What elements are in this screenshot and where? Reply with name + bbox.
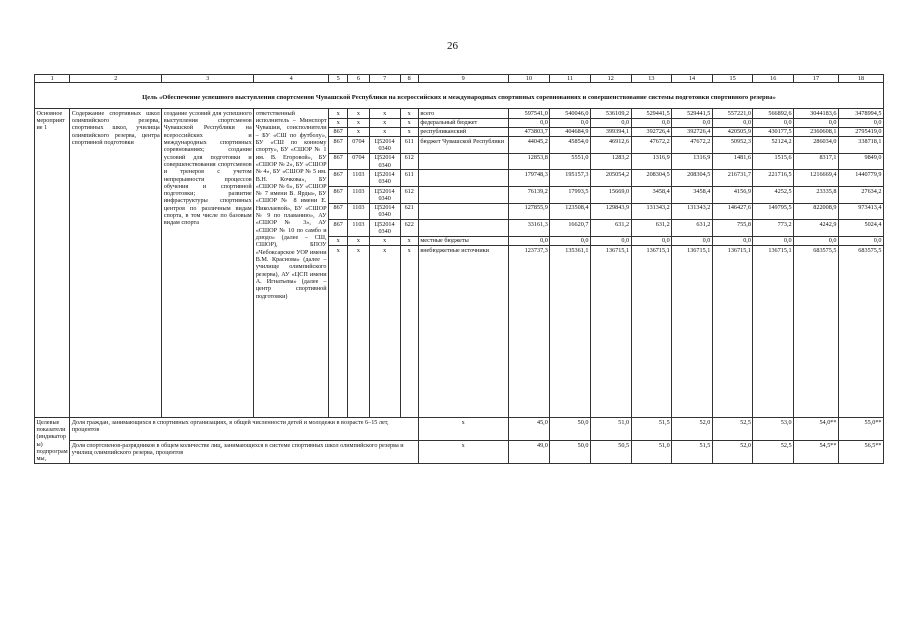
amount-cell: 404684,9 bbox=[550, 127, 591, 136]
funding-source: республиканский bbox=[418, 127, 508, 136]
target-value: 54,5** bbox=[794, 441, 839, 464]
amount-cell: 52124,2 bbox=[753, 137, 794, 154]
budget-code: 612 bbox=[400, 153, 418, 170]
target-text: Доля спортсменов-разрядников в общем количестве лиц, занимающихся в системе спортивных школ олимпийского резерва и училищ олимпийского резерва, процентов bbox=[70, 441, 419, 464]
target-value: 50,0 bbox=[550, 418, 591, 441]
amount-cell: 0,0 bbox=[550, 236, 591, 245]
target-text: Доля граждан, занимающихся в спортивных организациях, в общей численности детей и молодежи в возрасте 6–15 лет, процентов bbox=[70, 418, 419, 441]
amount-cell: 540046,0 bbox=[550, 109, 591, 118]
budget-code: 612 bbox=[400, 187, 418, 204]
amount-cell: 23335,8 bbox=[794, 187, 839, 204]
target-mark: x bbox=[418, 418, 508, 441]
budget-code: Ц52014 0340 bbox=[369, 170, 400, 187]
amount-cell: 0,0 bbox=[712, 118, 753, 127]
column-number: 9 bbox=[418, 75, 508, 83]
budget-code: Ц52014 0340 bbox=[369, 187, 400, 204]
event-name: Содержание спортивных школ олимпийского резерва, спортивных школ, училища олимпийского резерва, центра спортивной подготовки bbox=[70, 109, 162, 418]
amount-cell: 17993,5 bbox=[550, 187, 591, 204]
amount-cell: 473803,7 bbox=[508, 127, 550, 136]
amount-cell: 1216669,4 bbox=[794, 170, 839, 187]
amount-cell: 430177,5 bbox=[753, 127, 794, 136]
amount-cell: 136715,1 bbox=[672, 246, 713, 418]
amount-cell: 5551,0 bbox=[550, 153, 591, 170]
amount-cell: 4252,5 bbox=[753, 187, 794, 204]
budget-code: x bbox=[369, 118, 400, 127]
target-value: 50,0 bbox=[550, 441, 591, 464]
event-description: создание условий для успешного выступления спортсменов Чувашской Республики на всероссийских и международных спортивных соревнованиях; создание условий для подготовки и совершенствования спортсменов и тренеров с учетом непрерывности процессов обучения и спортивной подготовки; развитие инфраструктуры спортивных центров по различным видам спорта, в том числе по базовым видам спорта bbox=[162, 109, 254, 418]
budget-code: 1103 bbox=[348, 187, 369, 204]
column-number: 12 bbox=[590, 75, 631, 83]
budget-code: x bbox=[348, 127, 369, 136]
column-number: 14 bbox=[672, 75, 713, 83]
budget-row bbox=[35, 109, 884, 118]
amount-cell: 12853,8 bbox=[508, 153, 550, 170]
amount-cell: 3458,4 bbox=[631, 187, 672, 204]
target-value: 49,0 bbox=[508, 441, 550, 464]
amount-cell: 0,0 bbox=[753, 236, 794, 245]
amount-cell: 129843,9 bbox=[590, 203, 631, 220]
amount-cell: 392726,4 bbox=[672, 127, 713, 136]
amount-cell: 123737,3 bbox=[508, 246, 550, 418]
budget-code: x bbox=[348, 236, 369, 245]
budget-code: 1103 bbox=[348, 220, 369, 237]
budget-code: x bbox=[348, 118, 369, 127]
amount-cell: 420505,9 bbox=[712, 127, 753, 136]
budget-code: 0704 bbox=[348, 137, 369, 154]
target-value: 52,5 bbox=[712, 418, 753, 441]
amount-cell: 136715,1 bbox=[753, 246, 794, 418]
amount-cell: 208304,5 bbox=[631, 170, 672, 187]
amount-cell: 46912,6 bbox=[590, 137, 631, 154]
amount-cell: 50952,3 bbox=[712, 137, 753, 154]
amount-cell: 286034,0 bbox=[794, 137, 839, 154]
target-value: 45,0 bbox=[508, 418, 550, 441]
funding-source: внебюджетные источники bbox=[418, 246, 508, 418]
target-value: 51,5 bbox=[631, 418, 672, 441]
funding-source bbox=[418, 187, 508, 204]
funding-source: всего bbox=[418, 109, 508, 118]
amount-cell: 536109,2 bbox=[590, 109, 631, 118]
amount-cell: 208304,5 bbox=[672, 170, 713, 187]
amount-cell: 1440779,9 bbox=[838, 170, 883, 187]
column-number: 17 bbox=[794, 75, 839, 83]
amount-cell: 8317,1 bbox=[794, 153, 839, 170]
column-number: 15 bbox=[712, 75, 753, 83]
column-number: 4 bbox=[254, 75, 329, 83]
amount-cell: 399394,1 bbox=[590, 127, 631, 136]
budget-code: 867 bbox=[329, 127, 348, 136]
amount-cell: 1481,6 bbox=[712, 153, 753, 170]
target-value: 51,0 bbox=[590, 418, 631, 441]
amount-cell: 0,0 bbox=[753, 118, 794, 127]
amount-cell: 146427,6 bbox=[712, 203, 753, 220]
page-number: 26 bbox=[447, 40, 458, 52]
amount-cell: 0,0 bbox=[838, 236, 883, 245]
column-number: 10 bbox=[508, 75, 550, 83]
amount-cell: 5024,4 bbox=[838, 220, 883, 237]
amount-cell: 123508,4 bbox=[550, 203, 591, 220]
amount-cell: 0,0 bbox=[508, 236, 550, 245]
amount-cell: 27634,2 bbox=[838, 187, 883, 204]
amount-cell: 1316,9 bbox=[631, 153, 672, 170]
amount-cell: 136715,1 bbox=[631, 246, 672, 418]
budget-code: x bbox=[400, 246, 418, 418]
amount-cell: 0,0 bbox=[590, 236, 631, 245]
amount-cell: 0,0 bbox=[712, 236, 753, 245]
budget-code: 611 bbox=[400, 170, 418, 187]
budget-code: Ц52014 0340 bbox=[369, 203, 400, 220]
budget-code: 867 bbox=[329, 220, 348, 237]
budget-code: x bbox=[329, 118, 348, 127]
amount-cell: 47672,2 bbox=[631, 137, 672, 154]
funding-source bbox=[418, 153, 508, 170]
target-mark: x bbox=[418, 441, 508, 464]
funding-source bbox=[418, 170, 508, 187]
column-number: 2 bbox=[70, 75, 162, 83]
column-number-row bbox=[35, 75, 884, 83]
amount-cell: 15669,0 bbox=[590, 187, 631, 204]
amount-cell: 392726,4 bbox=[631, 127, 672, 136]
amount-cell: 216731,7 bbox=[712, 170, 753, 187]
amount-cell: 631,2 bbox=[631, 220, 672, 237]
amount-cell: 3458,4 bbox=[672, 187, 713, 204]
amount-cell: 683575,5 bbox=[838, 246, 883, 418]
target-value: 50,5 bbox=[590, 441, 631, 464]
amount-cell: 1316,9 bbox=[672, 153, 713, 170]
column-number: 3 bbox=[162, 75, 254, 83]
amount-cell: 9849,0 bbox=[838, 153, 883, 170]
amount-cell: 221716,5 bbox=[753, 170, 794, 187]
column-number: 6 bbox=[348, 75, 369, 83]
budget-code: x bbox=[348, 246, 369, 418]
amount-cell: 136715,1 bbox=[712, 246, 753, 418]
target-value: 52,0 bbox=[672, 418, 713, 441]
budget-code: 867 bbox=[329, 203, 348, 220]
amount-cell: 76139,2 bbox=[508, 187, 550, 204]
target-value: 53,0 bbox=[753, 418, 794, 441]
goal-text: Цель «Обеспечение успешного выступления спортсменов Чувашской Республики на всероссийских и международных спортивных соревнованиях и совершенствование системы подготовки спортивного резерва» bbox=[35, 83, 884, 109]
budget-code: x bbox=[369, 127, 400, 136]
amount-cell: 0,0 bbox=[631, 118, 672, 127]
amount-cell: 0,0 bbox=[794, 236, 839, 245]
column-number: 13 bbox=[631, 75, 672, 83]
budget-code: x bbox=[369, 236, 400, 245]
budget-code: x bbox=[329, 236, 348, 245]
amount-cell: 45854,0 bbox=[550, 137, 591, 154]
amount-cell: 131343,2 bbox=[631, 203, 672, 220]
budget-code: x bbox=[329, 246, 348, 418]
funding-source: бюджет Чувашской Республики bbox=[418, 137, 508, 154]
amount-cell: 338718,1 bbox=[838, 137, 883, 154]
amount-cell: 2795419,0 bbox=[838, 127, 883, 136]
amount-cell: 4156,9 bbox=[712, 187, 753, 204]
amount-cell: 631,2 bbox=[672, 220, 713, 237]
amount-cell: 0,0 bbox=[672, 118, 713, 127]
amount-cell: 3044183,6 bbox=[794, 109, 839, 118]
budget-code: Ц52014 0340 bbox=[369, 220, 400, 237]
target-value: 51,0 bbox=[631, 441, 672, 464]
target-value: 55,0** bbox=[838, 418, 883, 441]
target-value: 56,5** bbox=[838, 441, 883, 464]
budget-code: 1103 bbox=[348, 203, 369, 220]
funding-source: федеральный бюджет bbox=[418, 118, 508, 127]
amount-cell: 2360608,1 bbox=[794, 127, 839, 136]
amount-cell: 135361,1 bbox=[550, 246, 591, 418]
target-value: 52,0 bbox=[712, 441, 753, 464]
budget-code: 0704 bbox=[348, 153, 369, 170]
event-executor: ответственный исполнитель – Минспорт Чувашии, соисполнители – БУ «СШ по футболу», БУ «СШ по конному спорту», БУ «СШОР № 1 им. В. Егоровой», БУ «СШОР № 2», БУ «СШОР № 4», БУ «СШОР № 5 им. В.Н. Кочкова», БУ «СШОР № 6», БУ «СШОР № 7 имени В. Ярды», БУ «СШОР № 8 имени Е. Николаевой», БУ «СШОР № 9 по плаванию», АУ «СШОР № 3», АУ «СШОР № 10 по самбо и дзюдо» (далее – СШ, СШОР), БПОУ «Чебоксарское УОР имени В.М. Краснова» (далее – училище олимпийского резерва), АУ «ЦСП имени А. Игнатьева» (далее – центр спортивной подготовки) bbox=[254, 109, 329, 418]
amount-cell: 131343,2 bbox=[672, 203, 713, 220]
amount-cell: 195157,3 bbox=[550, 170, 591, 187]
amount-cell: 557221,0 bbox=[712, 109, 753, 118]
funding-source bbox=[418, 203, 508, 220]
budget-code: x bbox=[400, 118, 418, 127]
column-number: 18 bbox=[838, 75, 883, 83]
amount-cell: 597541,0 bbox=[508, 109, 550, 118]
budget-code: Ц52014 0340 bbox=[369, 153, 400, 170]
funding-source bbox=[418, 220, 508, 237]
amount-cell: 179748,3 bbox=[508, 170, 550, 187]
amount-cell: 773,2 bbox=[753, 220, 794, 237]
amount-cell: 149795,5 bbox=[753, 203, 794, 220]
amount-cell: 0,0 bbox=[508, 118, 550, 127]
column-number: 11 bbox=[550, 75, 591, 83]
funding-source: местные бюджеты bbox=[418, 236, 508, 245]
column-number: 16 bbox=[753, 75, 794, 83]
amount-cell: 3478994,5 bbox=[838, 109, 883, 118]
budget-code: Ц52014 0340 bbox=[369, 137, 400, 154]
amount-cell: 529441,5 bbox=[672, 109, 713, 118]
amount-cell: 47672,2 bbox=[672, 137, 713, 154]
budget-code: 611 bbox=[400, 137, 418, 154]
amount-cell: 1515,6 bbox=[753, 153, 794, 170]
column-number: 1 bbox=[35, 75, 70, 83]
target-value: 52,5 bbox=[753, 441, 794, 464]
budget-code: x bbox=[400, 127, 418, 136]
budget-code: x bbox=[369, 246, 400, 418]
amount-cell: 822008,9 bbox=[794, 203, 839, 220]
column-number: 8 bbox=[400, 75, 418, 83]
budget-code: 867 bbox=[329, 170, 348, 187]
target-value: 54,0** bbox=[794, 418, 839, 441]
amount-cell: 136715,1 bbox=[590, 246, 631, 418]
amount-cell: 1283,2 bbox=[590, 153, 631, 170]
budget-code: 621 bbox=[400, 203, 418, 220]
budget-table bbox=[34, 74, 884, 464]
budget-code: x bbox=[329, 109, 348, 118]
budget-code: 867 bbox=[329, 187, 348, 204]
budget-code: x bbox=[348, 109, 369, 118]
amount-cell: 0,0 bbox=[590, 118, 631, 127]
amount-cell: 127855,9 bbox=[508, 203, 550, 220]
amount-cell: 755,8 bbox=[712, 220, 753, 237]
amount-cell: 683575,5 bbox=[794, 246, 839, 418]
target-row bbox=[35, 441, 884, 464]
budget-code: 867 bbox=[329, 137, 348, 154]
amount-cell: 0,0 bbox=[838, 118, 883, 127]
targets-label: Целевые показатели (индикаторы) подпрограммы, bbox=[35, 418, 70, 464]
amount-cell: 0,0 bbox=[550, 118, 591, 127]
amount-cell: 205054,2 bbox=[590, 170, 631, 187]
amount-cell: 0,0 bbox=[672, 236, 713, 245]
budget-code: 622 bbox=[400, 220, 418, 237]
amount-cell: 44045,2 bbox=[508, 137, 550, 154]
event-label: Основное мероприятие 1 bbox=[35, 109, 70, 418]
budget-code: 867 bbox=[329, 153, 348, 170]
amount-cell: 631,2 bbox=[590, 220, 631, 237]
amount-cell: 4242,9 bbox=[794, 220, 839, 237]
budget-code: 1103 bbox=[348, 170, 369, 187]
amount-cell: 973413,4 bbox=[838, 203, 883, 220]
target-row bbox=[35, 418, 884, 441]
budget-code: x bbox=[400, 236, 418, 245]
budget-code: x bbox=[369, 109, 400, 118]
amount-cell: 566892,6 bbox=[753, 109, 794, 118]
amount-cell: 16620,7 bbox=[550, 220, 591, 237]
column-number: 5 bbox=[329, 75, 348, 83]
amount-cell: 0,0 bbox=[631, 236, 672, 245]
goal-row bbox=[35, 83, 884, 109]
amount-cell: 529441,5 bbox=[631, 109, 672, 118]
amount-cell: 33161,3 bbox=[508, 220, 550, 237]
amount-cell: 0,0 bbox=[794, 118, 839, 127]
column-number: 7 bbox=[369, 75, 400, 83]
budget-code: x bbox=[400, 109, 418, 118]
target-value: 51,5 bbox=[672, 441, 713, 464]
